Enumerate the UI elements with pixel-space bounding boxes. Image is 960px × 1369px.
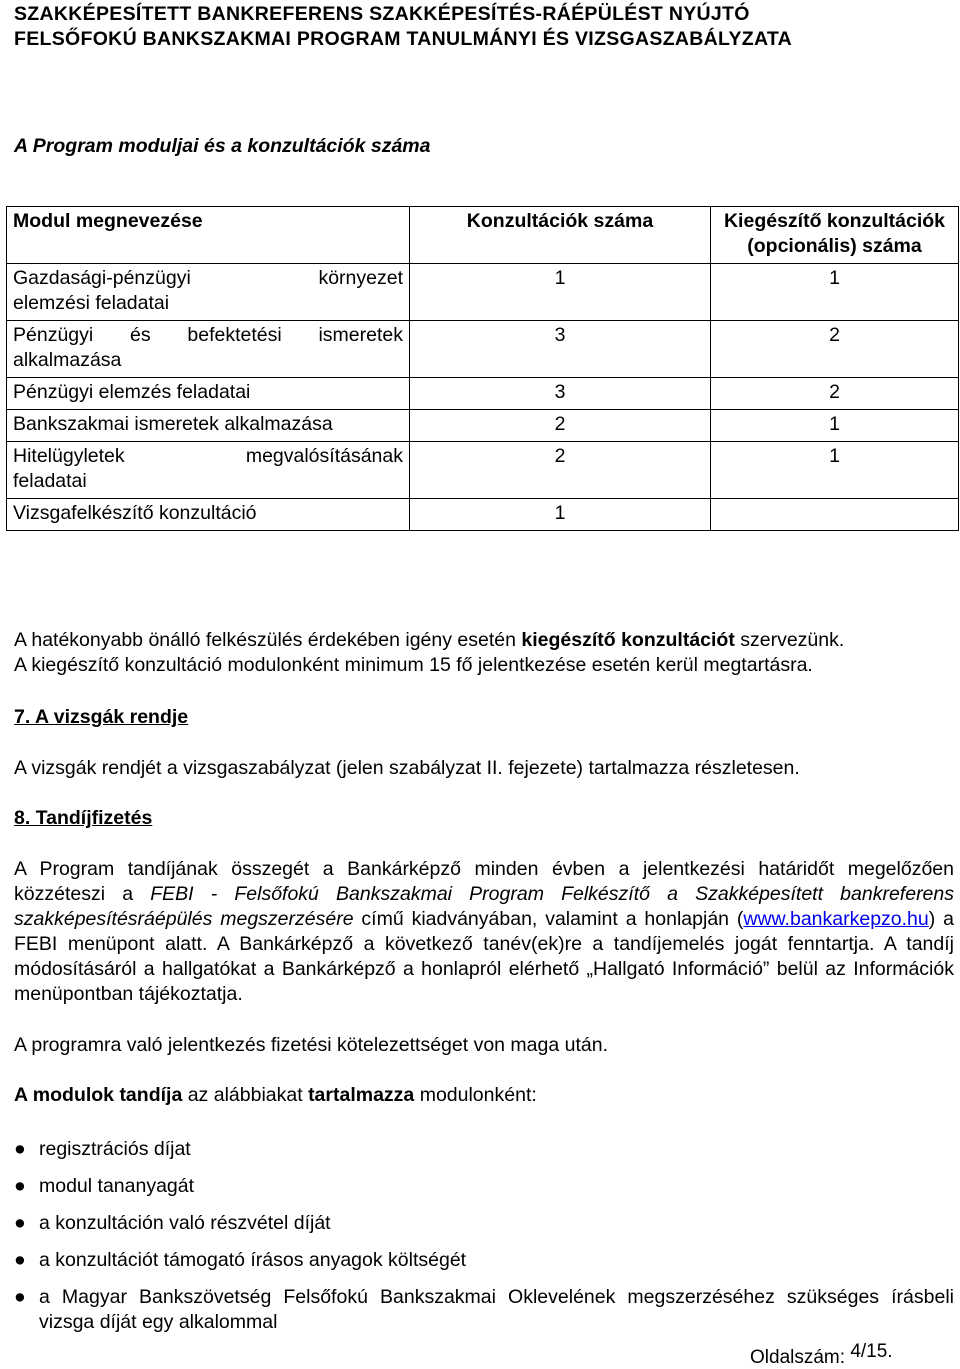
publication-title: FEBI - Felsőfokú Bankszakmai Program Felkészítő a Szakképesített bankreferens szakképesítésráépülés megszerzésére bbox=[14, 883, 954, 930]
bullet-icon: ● bbox=[14, 1138, 26, 1160]
col-header-module: Modul megnevezése bbox=[7, 207, 410, 264]
list-item: ● a konzultáción való részvétel díját bbox=[14, 1212, 331, 1234]
modules-section-title: A Program moduljai és a konzultációk száma bbox=[14, 135, 431, 157]
page-number: Oldalszám: $^{4/15.}$ bbox=[750, 1341, 893, 1368]
table-row bbox=[7, 410, 959, 442]
consultation-count: 2 bbox=[410, 442, 711, 499]
tuition-paragraph: A Program tandíjának összegét a Bankárképző minden évben a jelentkezési határidőt megelőzően közzéteszi a FEBI - Felsőfokú Bankszakmai Program Felkészítő a Szakképesített bankreferens szakképesítésráépülés megszerzésére című kiadványában, valamint a honlapján (www.bankarkepzo.hu) a FEBI menüpont alatt. A Bankárképző a következő tanév(ek)re a tandíjemelés jogát fenntartja. A tandíj módosításáról a hallgatókat a Bankárképző a honlapról elérhető „Hallgató Információ” belül az Információk menüpontban tájékoztatja. bbox=[14, 858, 954, 1005]
list-item: ● regisztrációs díjat bbox=[14, 1138, 191, 1160]
table-row bbox=[7, 321, 959, 378]
header-line-2: FELSŐFOKÚ BANKSZAKMAI PROGRAM TANULMÁNYI ÉS VIZSGASZABÁLYZATA bbox=[14, 28, 793, 50]
extra-count bbox=[711, 499, 959, 531]
extra-count: 1 bbox=[711, 264, 959, 321]
extra-count: 1 bbox=[711, 442, 959, 499]
page-number-value: 4/15. bbox=[850, 1341, 893, 1362]
list-item: ● modul tananyagát bbox=[14, 1175, 195, 1197]
modules-table bbox=[6, 206, 959, 531]
table-row bbox=[7, 499, 959, 531]
tuition-includes-intro: A modulok tandíja az alábbiakat tartalmazza modulonként: bbox=[14, 1084, 537, 1106]
bullet-icon: ● bbox=[14, 1212, 26, 1234]
module-name: Vizsgafelkészítő konzultáció bbox=[7, 499, 410, 531]
module-name: Pénzügyi és befektetési ismeretek alkalmazása bbox=[7, 321, 410, 378]
table-row bbox=[7, 264, 959, 321]
extra-count: 1 bbox=[711, 410, 959, 442]
module-name: Pénzügyi elemzés feladatai bbox=[7, 378, 410, 410]
section-7-heading: 7. A vizsgák rendje bbox=[14, 706, 189, 728]
header-line-1: SZAKKÉPESÍTETT BANKREFERENS SZAKKÉPESÍTÉS-RÁÉPÜLÉST NYÚJTÓ bbox=[14, 3, 750, 25]
module-name: Bankszakmai ismeretek alkalmazása bbox=[7, 410, 410, 442]
extra-consultation-emphasis: kiegészítő konzultációt bbox=[521, 629, 735, 651]
table-row bbox=[7, 442, 959, 499]
module-name: Hitelügyletek megvalósításának feladatai bbox=[7, 442, 410, 499]
consultation-count: 1 bbox=[410, 499, 711, 531]
section-7-text: A vizsgák rendjét a vizsgaszabályzat (jelen szabályzat II. fejezete) tartalmazza részletesen. bbox=[14, 757, 800, 779]
extra-count: 2 bbox=[711, 321, 959, 378]
table-header-row bbox=[7, 207, 959, 264]
list-item: ● a Magyar Bankszövetség Felsőfokú Bankszakmai Oklevelének megszerzéséhez szükséges írásbeli vizsga díját egy alkalommal bbox=[14, 1286, 954, 1333]
consultation-count: 3 bbox=[410, 378, 711, 410]
consultation-count: 1 bbox=[410, 264, 711, 321]
website-link[interactable]: www.bankarkepzo.hu bbox=[743, 908, 929, 930]
consultation-count: 3 bbox=[410, 321, 711, 378]
bullet-icon: ● bbox=[14, 1175, 26, 1197]
col-header-extra: Kiegészítő konzultációk (opcionális) száma bbox=[711, 207, 959, 264]
extra-consultation-note: A hatékonyabb önálló felkészülés érdekében igény esetén kiegészítő konzultációt szervezünk. A kiegészítő konzultáció modulonként minimum 15 fő jelentkezése esetén kerül megtartásra. bbox=[14, 629, 845, 676]
tuition-includes-list bbox=[14, 1137, 954, 1347]
section-8-heading: 8. Tandíjfizetés bbox=[14, 807, 153, 829]
module-name: Gazdasági-pénzügyi környezet elemzési feladatai bbox=[7, 264, 410, 321]
extra-count: 2 bbox=[711, 378, 959, 410]
table-row bbox=[7, 378, 959, 410]
consultation-count: 2 bbox=[410, 410, 711, 442]
payment-obligation: A programra való jelentkezés fizetési kötelezettséget von maga után. bbox=[14, 1034, 608, 1056]
col-header-consultations: Konzultációk száma bbox=[410, 207, 711, 264]
list-item: ● a konzultációt támogató írásos anyagok költségét bbox=[14, 1249, 467, 1271]
bullet-icon: ● bbox=[14, 1249, 26, 1271]
extra-consultation-minimum: A kiegészítő konzultáció modulonként minimum 15 fő jelentkezése esetén kerül megtartásra. bbox=[14, 654, 813, 676]
bullet-icon: ● bbox=[14, 1286, 26, 1308]
document-header bbox=[14, 2, 954, 52]
